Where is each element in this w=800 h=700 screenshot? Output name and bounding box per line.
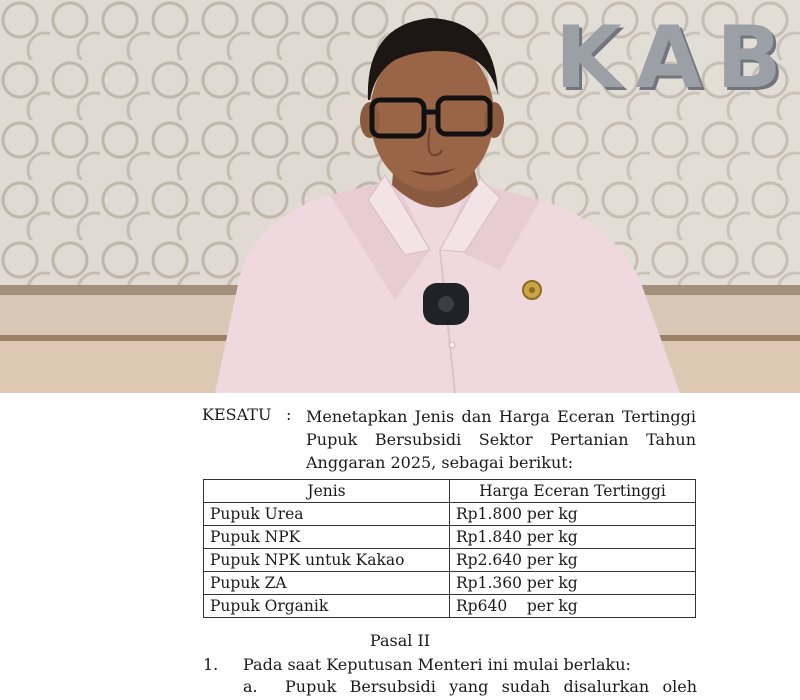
item-1-text: Pada saat Keputusan Menteri ini mulai berlaku: [243, 655, 631, 674]
lapel-pin-icon [523, 281, 541, 299]
table-header-harga: Harga Eceran Tertinggi [450, 480, 696, 503]
wall-sign-letters: KAB [555, 8, 796, 108]
pasal-heading: Pasal II [369, 631, 431, 650]
table-row [204, 503, 696, 526]
fertilizer-price-table [203, 479, 696, 618]
fertilizer-type: Pupuk NPK untuk Kakao [204, 549, 450, 572]
table-row [204, 595, 696, 618]
table-header-row [204, 480, 696, 503]
decree-document [0, 393, 800, 700]
fertilizer-price: Rp1.360 per kg [450, 572, 696, 595]
fertilizer-price: Rp1.800 per kg [450, 503, 696, 526]
item-1-number: 1. [203, 655, 219, 674]
kesatu-text: Menetapkan Jenis dan Harga Eceran Tertinggi Pupuk Bersubsidi Sektor Pertanian Tahun Anggaran 2025, sebagai berikut: [306, 407, 696, 472]
fertilizer-type: Pupuk Urea [204, 503, 450, 526]
table-row [204, 572, 696, 595]
table-row [204, 549, 696, 572]
item-a-letter: a. [243, 677, 258, 696]
kesatu-colon: : [286, 405, 292, 424]
table-row [204, 526, 696, 549]
lapel-microphone-icon [423, 283, 469, 325]
fertilizer-type: Pupuk NPK [204, 526, 450, 549]
fertilizer-type: Pupuk Organik [204, 595, 450, 618]
fertilizer-type: Pupuk ZA [204, 572, 450, 595]
kesatu-label: KESATU [202, 405, 272, 424]
item-a-text: Pupuk Bersubsidi yang sudah disalurkan oleh [285, 677, 697, 696]
table-header-jenis: Jenis [204, 480, 450, 503]
fertilizer-price: Rp640 per kg [450, 595, 696, 618]
fertilizer-price: Rp2.640 per kg [450, 549, 696, 572]
fertilizer-price: Rp1.840 per kg [450, 526, 696, 549]
